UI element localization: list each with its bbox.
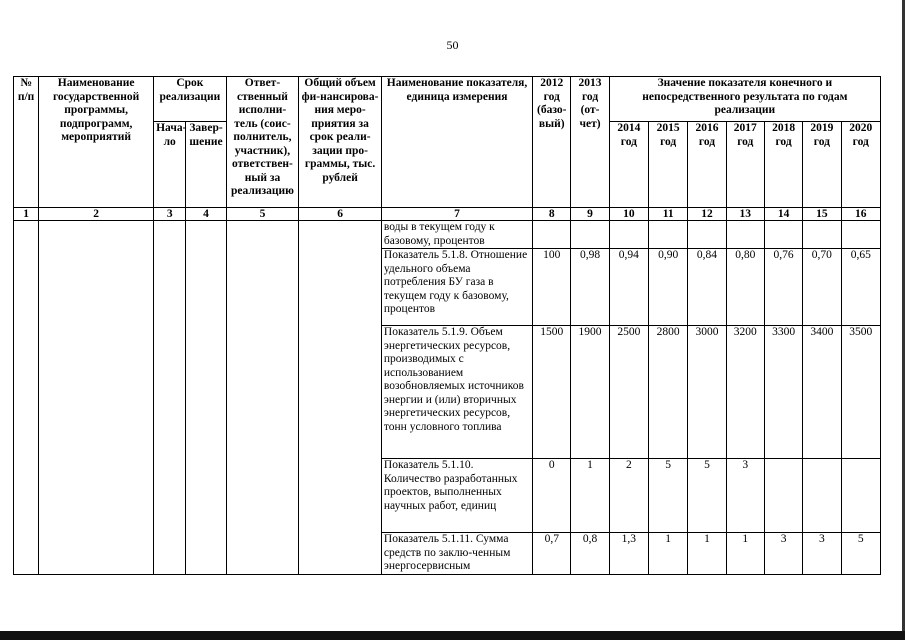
cell-num xyxy=(14,221,39,575)
header-year-2020: 2020 год xyxy=(841,122,880,208)
header-name: Наименование государственной программы, подпрограмм, мероприятий xyxy=(39,77,154,208)
value-cell: 0,70 xyxy=(803,249,841,326)
header-year-2014: 2014 год xyxy=(609,122,648,208)
indicator-cell: воды в текущем году к базовому, процентов xyxy=(381,221,532,249)
header-2012: 2012 год (базо-вый) xyxy=(533,77,571,208)
value-cell: 1 xyxy=(571,459,609,533)
value-cell: 3500 xyxy=(841,326,880,459)
value-cell: 5 xyxy=(688,459,726,533)
value-cell: 1,3 xyxy=(609,533,648,575)
column-number: 16 xyxy=(841,208,880,221)
value-cell: 0,90 xyxy=(649,249,688,326)
indicator-cell: Показатель 5.1.10. Количество разработанных проектов, выполненных научных работ, единиц xyxy=(381,459,532,533)
value-cell: 100 xyxy=(533,249,571,326)
column-number: 3 xyxy=(154,208,186,221)
header-year-2019: 2019 год xyxy=(803,122,841,208)
header-year-2015: 2015 год xyxy=(649,122,688,208)
header-indicator: Наименование показателя, единица измерения xyxy=(381,77,532,208)
value-cell: 3 xyxy=(803,533,841,575)
value-cell: 1900 xyxy=(571,326,609,459)
value-cell: 0,7 xyxy=(533,533,571,575)
header-num: № п/п xyxy=(14,77,39,208)
value-cell: 1500 xyxy=(533,326,571,459)
table-row xyxy=(14,221,881,249)
value-cell: 3000 xyxy=(688,326,726,459)
value-cell: 0,76 xyxy=(764,249,802,326)
header-executor: Ответ-ственный исполни-тель (соис-полнитель, участник), ответствен-ный за реализацию xyxy=(226,77,299,208)
value-cell: 0,94 xyxy=(609,249,648,326)
value-cell xyxy=(571,221,609,249)
page-number: 50 xyxy=(446,38,459,52)
header-start: Нача-ло xyxy=(154,122,186,208)
column-number: 6 xyxy=(299,208,382,221)
column-number: 14 xyxy=(764,208,802,221)
header-funding: Общий объем фи-нансирова-ния меро-приятия за срок реали-зации про-граммы, тыс. рублей xyxy=(299,77,382,208)
value-cell: 2500 xyxy=(609,326,648,459)
header-2013: 2013 год (от-чет) xyxy=(571,77,609,208)
column-number: 13 xyxy=(726,208,764,221)
column-number: 15 xyxy=(803,208,841,221)
column-number: 10 xyxy=(609,208,648,221)
column-number: 4 xyxy=(186,208,226,221)
value-cell: 2 xyxy=(609,459,648,533)
header-year-2018: 2018 год xyxy=(764,122,802,208)
header-end: Завер-шение xyxy=(186,122,226,208)
value-cell: 3300 xyxy=(764,326,802,459)
column-number: 11 xyxy=(649,208,688,221)
value-cell xyxy=(841,221,880,249)
scan-edge-bottom xyxy=(0,631,905,640)
value-cell xyxy=(649,221,688,249)
value-cell: 3 xyxy=(726,459,764,533)
value-cell: 5 xyxy=(649,459,688,533)
indicator-cell: Показатель 5.1.11. Сумма средств по заклю-ченным энергосервисным xyxy=(381,533,532,575)
value-cell: 0,84 xyxy=(688,249,726,326)
value-cell: 1 xyxy=(649,533,688,575)
column-number: 8 xyxy=(533,208,571,221)
value-cell: 0,65 xyxy=(841,249,880,326)
header-term: Срок реализации xyxy=(154,77,227,122)
value-cell xyxy=(764,221,802,249)
value-cell: 0,80 xyxy=(726,249,764,326)
value-cell: 1 xyxy=(726,533,764,575)
value-cell xyxy=(533,221,571,249)
value-cell: 3200 xyxy=(726,326,764,459)
value-cell: 5 xyxy=(841,533,880,575)
column-number: 2 xyxy=(39,208,154,221)
value-cell: 3 xyxy=(764,533,802,575)
value-cell xyxy=(726,221,764,249)
value-cell xyxy=(764,459,802,533)
value-cell: 3400 xyxy=(803,326,841,459)
value-cell xyxy=(803,221,841,249)
column-number: 7 xyxy=(381,208,532,221)
value-cell xyxy=(841,459,880,533)
cell-start xyxy=(154,221,186,575)
header-year-2017: 2017 год xyxy=(726,122,764,208)
indicators-table xyxy=(13,76,881,575)
indicator-cell: Показатель 5.1.8. Отношение удельного объема потребления БУ газа в текущем году к базовому, процентов xyxy=(381,249,532,326)
value-cell xyxy=(609,221,648,249)
cell-name xyxy=(39,221,154,575)
column-numbers-row xyxy=(14,208,881,221)
value-cell: 0,8 xyxy=(571,533,609,575)
cell-end xyxy=(186,221,226,575)
column-number: 1 xyxy=(14,208,39,221)
column-number: 5 xyxy=(226,208,299,221)
value-cell: 0,98 xyxy=(571,249,609,326)
header-values-group: Значение показателя конечного и непосредственного результата по годам реализации xyxy=(609,77,880,122)
column-number: 12 xyxy=(688,208,726,221)
indicator-cell: Показатель 5.1.9. Объем энергетических ресурсов, производимых с использованием возобновляемых источников энергии и (или) вторичных энергетических ресурсов, тонн условного топлива xyxy=(381,326,532,459)
column-number: 9 xyxy=(571,208,609,221)
cell-executor xyxy=(226,221,299,575)
header-year-2016: 2016 год xyxy=(688,122,726,208)
value-cell xyxy=(688,221,726,249)
value-cell: 1 xyxy=(688,533,726,575)
value-cell: 2800 xyxy=(649,326,688,459)
cell-funding xyxy=(299,221,382,575)
value-cell xyxy=(803,459,841,533)
value-cell: 0 xyxy=(533,459,571,533)
